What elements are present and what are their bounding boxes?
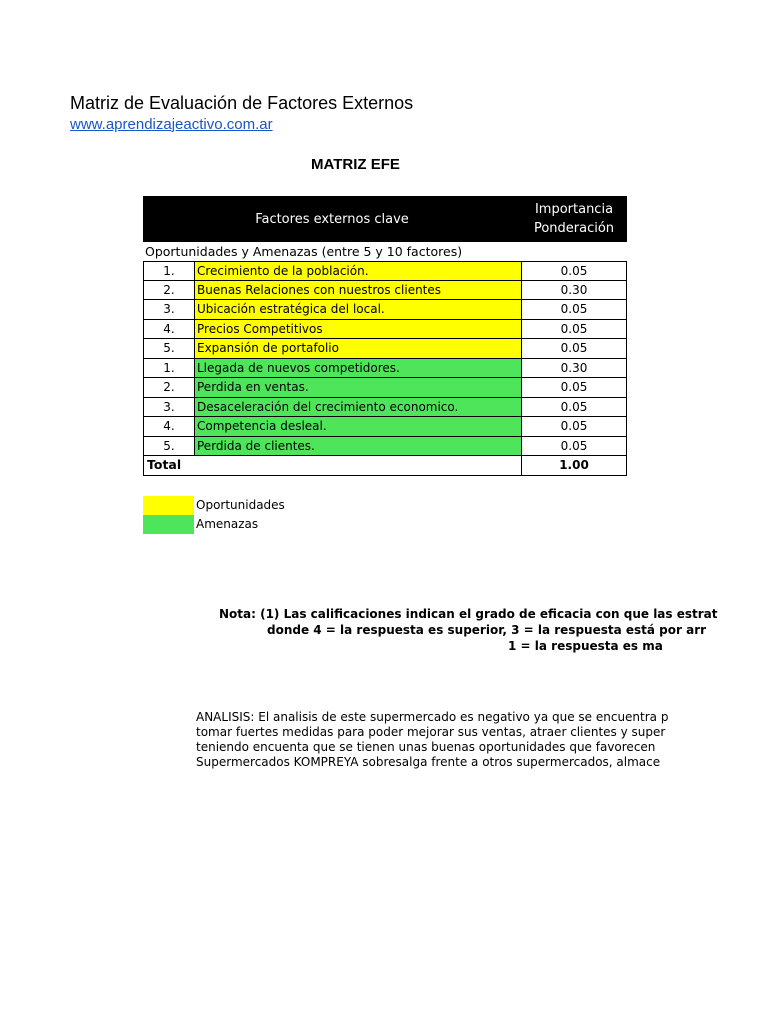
note-line-1: Nota: (1) Las calificaciones indican el grado de eficacia con que las estrat: [219, 607, 718, 621]
row-factor: Buenas Relaciones con nuestros clientes: [194, 281, 521, 300]
note-block: [0, 606, 718, 654]
row-factor: Perdida de clientes.: [194, 437, 521, 456]
row-factor: Llegada de nuevos competidores.: [194, 359, 521, 378]
table-row: [143, 378, 627, 398]
row-factor: Desaceleración del crecimiento economico.: [194, 398, 521, 417]
row-number: 1.: [143, 262, 194, 280]
row-number: 1.: [143, 359, 194, 378]
total-spacer: [194, 456, 521, 475]
table-row: [143, 398, 627, 418]
row-weight: 0.30: [521, 359, 627, 378]
note-line-2: donde 4 = la respuesta es superior, 3 = la respuesta está por arr: [267, 623, 707, 637]
analysis-line-2: tomar fuertes medidas para poder mejorar sus ventas, atraer clientes y super: [196, 725, 666, 739]
efe-table-body: [143, 261, 627, 476]
row-weight: 0.05: [521, 262, 627, 280]
row-factor: Perdida en ventas.: [194, 378, 521, 397]
row-number: 5.: [143, 339, 194, 358]
legend-swatch-oportunidades: [143, 496, 194, 515]
row-number: 4.: [143, 320, 194, 339]
analysis-line-1: ANALISIS: El analisis de este supermercado es negativo ya que se encuentra p: [196, 710, 669, 724]
table-row: [143, 417, 627, 437]
total-label: Total: [143, 456, 194, 475]
row-number: 3.: [143, 398, 194, 417]
page-title: Matriz de Evaluación de Factores Externos: [70, 93, 414, 113]
row-number: 3.: [143, 300, 194, 319]
row-number: 4.: [143, 417, 194, 436]
table-row: [143, 320, 627, 340]
table-row: [143, 281, 627, 301]
analysis-block: [196, 710, 669, 770]
row-number: 5.: [143, 437, 194, 456]
row-weight: 0.05: [521, 437, 627, 456]
row-factor: Competencia desleal.: [194, 417, 521, 436]
row-number: 2.: [143, 281, 194, 300]
row-factor: Precios Competitivos: [194, 320, 521, 339]
table-row: [143, 261, 627, 281]
table-row: [143, 300, 627, 320]
row-weight: 0.05: [521, 339, 627, 358]
table-row: [143, 437, 627, 457]
row-weight: 0.05: [521, 398, 627, 417]
analysis-line-3: teniendo encuenta que se tienen unas buenas oportunidades que favorecen: [196, 740, 656, 754]
table-header: [143, 196, 627, 242]
table-row: [143, 339, 627, 359]
column-header-weight: Importancia Ponderación: [533, 202, 615, 236]
legend-label-amenazas: Amenazas: [196, 517, 259, 531]
row-weight: 0.30: [521, 281, 627, 300]
row-factor: Crecimiento de la población.: [194, 262, 521, 280]
row-weight: 0.05: [521, 300, 627, 319]
row-factor: Expansión de portafolio: [194, 339, 521, 358]
total-value: 1.00: [521, 456, 627, 475]
row-number: 2.: [143, 378, 194, 397]
table-row: [143, 359, 627, 379]
row-weight: 0.05: [521, 417, 627, 436]
total-row: [143, 456, 627, 476]
row-factor: Ubicación estratégica del local.: [194, 300, 521, 319]
legend-label-oportunidades: Oportunidades: [196, 498, 285, 512]
note-line-3: 1 = la respuesta es ma: [508, 639, 663, 653]
section-label: Oportunidades y Amenazas (entre 5 y 10 factores): [145, 244, 463, 259]
row-weight: 0.05: [521, 378, 627, 397]
row-weight: 0.05: [521, 320, 627, 339]
website-link[interactable]: www.aprendizajeactivo.com.ar: [70, 116, 273, 133]
matrix-title: MATRIZ EFE: [311, 156, 400, 173]
analysis-line-4: Supermercados KOMPREYA sobresalga frente a otros supermercados, almace: [196, 755, 661, 769]
legend-swatch-amenazas: [143, 515, 194, 534]
column-header-factors: Factores externos clave: [255, 211, 409, 227]
